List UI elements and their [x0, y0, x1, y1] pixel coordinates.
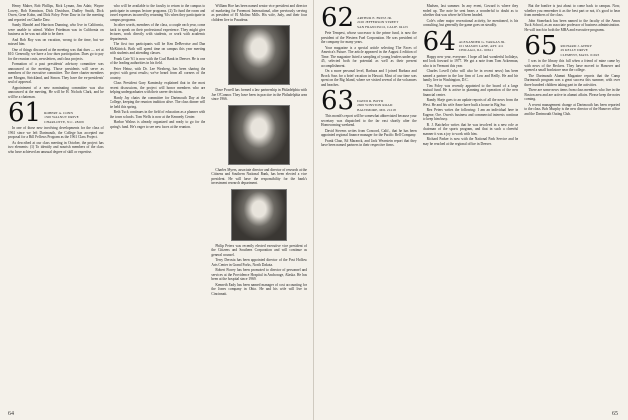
left-column-2 [110, 4, 206, 408]
paragraph: Madsen, last summer. In any event, Coward is where they ended up. The note he sent bears a wonderful to doubt as to whether that was where he'd been headed. [422, 4, 519, 17]
paragraph: Richard Parker is now with the National Park Service and he may be reached at the regional office in Denver. [422, 137, 519, 146]
address-line: 2600 WINSTON ROAD [357, 103, 393, 108]
paragraph: In one of those new involving developments for the class of 1961 since we left Dartmouth, the College has accepted our proposal for a Bill Fellows Program as the 1961 Class Project. [8, 126, 104, 139]
address-line: CHICAGO, ILL. 60611 [458, 48, 494, 53]
paragraph: Charles Lovell (who will also be in recent news) has been named a partner in the law firm of Low and Reilly. He and his family live in Washington, D.C. [422, 69, 519, 82]
paragraph: Randy Skeje goes to an update reports of all the news from the West. He and his wife Anne have built a house in Big Sur. [422, 98, 519, 107]
paragraph: Dave Powell has formed a law partnership in Philadelphia with Joe O'Connor. They have been in practice in the Philadelphia area since 1966. [211, 88, 308, 101]
right-column-1 [321, 4, 417, 408]
paragraph: Your magazine is a special article selecting The Faces of America's Future. The article appeared in the August 4 edition of Time. The magazine listed a sampling of young leaders under age 45, selected both for potential as well as their present accomplishment. [321, 45, 417, 68]
paragraph: Kenneth Eady has been named manager of cost accounting for the Jones company in Ohio. He and his wife will live in Cincinnati. [211, 282, 308, 296]
portrait-photo [231, 189, 287, 241]
left-column-3 [211, 4, 307, 408]
class-secretary-address [357, 99, 396, 112]
paragraph: Cole's other major recreational activity, he mentioned, is his consulting, but generally the game goes on steadily. [422, 18, 519, 27]
paragraph: who will be available to the faculty to return to the campus to participate in campus lecture programs. (2) To fund the room and travel expenses incurred by returning '61s when they participate in campus programs. [109, 4, 206, 22]
class-year: 64 [422, 26, 456, 57]
paragraph: John Stoneback has been named to the faculty of the Amos Tuck School, as an associate professor of business administration. He will teach in both the MBA and executive programs. [524, 18, 621, 32]
right-column-3 [524, 4, 620, 408]
paragraph: B. J. Batchelor writes that he was involved in a new role as chairman of the sports program, and that in such a cheerful manner it was a joy to work with him. [422, 122, 519, 136]
address-line: BALTIMORE, MD. 21218 [357, 107, 396, 112]
paragraph: Frank Cate '61 is now with the Coal Bank in Denver. He is one of the leading authorities in his field. [109, 56, 206, 65]
class-year: 61 [8, 98, 42, 128]
left-page-columns [8, 4, 307, 408]
paragraph: The Dartmouth Alumni Magazine reports that the Camp Dartmouth program was a great success this summer, with over three hundred children taking part in the activities. [524, 73, 621, 87]
right-page [313, 0, 628, 420]
class-entry-62 [321, 4, 417, 33]
paragraph: Philip Peters was recently elected executive vice president of the Citizens and Southern Corporation and will continue as general counsel. [211, 243, 308, 257]
paragraph: Peter Heinz, with Dr. Lee Wexberg, has been sharing the project with great results; we've heard from all corners of the country. [109, 66, 206, 80]
class-secretary-address [459, 40, 506, 53]
address-line: ARTHUR E. FRITZ JR. [357, 16, 393, 21]
portrait-photo [228, 25, 290, 85]
right-column-2 [423, 4, 519, 408]
left-column-1 [8, 4, 104, 408]
paragraph: I was in the library this fall when a friend of mine came by with news of the Beckers. They have moved to Hanover and opened a small bookstore near the college. [524, 59, 621, 72]
class-entry-61 [8, 98, 104, 128]
paragraph: Hardy Jay chairs the committee for Dartmouth Day at the College, keeping the reunion tradition alive. The class dinner will be held this spring. [109, 95, 206, 109]
paragraph: The first two participants will be Ken DeBevoise and Dan McKittrick. Both will spend time on campus this year meeting with students and attending classes. [109, 42, 206, 55]
paragraph: Frank Chao, Ed Maranck, and Jack Wearstein report that they have been named partners in their respective firms. [321, 138, 417, 147]
address-line: RICHARD J. AVERY [560, 44, 593, 49]
class-entry-65 [524, 31, 620, 61]
address-line: 29 KELLY DRIVE [560, 48, 588, 53]
paragraph: Beth Tuck continues in the field of education as a planner with the town schools. Tom Wells is now at the Kennedy Center. [109, 110, 206, 119]
paragraph: William Hoe has been named senior vice president and director of marketing for Foremost International, after previously serving as president of El Molino Mills. His wife, Judy, and their four children live in Pasadena. [211, 4, 308, 22]
paragraph: Formation of a past presidents' advisory committee was announced at the meeting. Those presidents will serve as members of the executive committee. The three charter members are Morgan, Strickland, and Simon. They have the ex-presidents' seal of approval. [8, 62, 104, 84]
address-line: CHARLOTTE, N.C. 28209 [44, 119, 84, 124]
paragraph: Robert Fiorey has been promoted to director of personnel and services at the Providence Hospital in Anchorage, Alaska. He has been at the hospital since 1969. [211, 268, 308, 281]
address-line: DAVID R. BOYD [357, 99, 384, 104]
paragraph: There are some news items from class members who live in the Boston area and are active in alumni affairs. Please keep the notes coming. [524, 88, 621, 101]
paragraph: But the bonfire is just about to come back to campus. Now, whether you remember it as the best part or not, it's good to hear from members of the class. [524, 4, 621, 17]
paragraph: Rex Peters writes the following: I am an individual here in Eugene, Ore. Owen's business and commercial interests continue to keep him busy. [422, 108, 519, 121]
right-page-columns [321, 4, 620, 408]
address-line: CLEMENT, MASS. 01923 [560, 52, 600, 57]
paragraph: Henry Maher, Bob Phillips, Rick Lyman, Jim Adair, Wayne Lowey, Bob Kennison, Dick Davidson, Dudley Smith, Dick Owen, Gene Kohn, and Dick Foley. Peter Daw in for the meeting and reported on Charlie Daw. [8, 4, 104, 22]
paragraph: As described at our class meeting in October, the project has two elements: (1) To identify and nourish members of the class who have achieved an unusual degree of skill or expertise. [8, 140, 104, 154]
paragraph: Harbor Walrus is already organized and ready to go for the spring's fund. He's eager to see new faces at the reunion. [109, 120, 206, 129]
paragraph: Charles Myers, associate director and director of research at the Citizens and Southern National Bank, has been elected a vice president. He will have the responsibility for the bank's investment research department. [211, 167, 308, 185]
paragraph: Sandy Mandel and Harrison Dunning, who live in California, were unable to attend. Walter Friedman was in California on business as he was not able to be there. [8, 23, 104, 36]
paragraph: Happy new year, everyone. I hope all had wonderful holidays, and look forward to 1977. We got a note from Tom Ackerman, who is in Vermont this year. [422, 54, 519, 68]
class-secretary-address [357, 16, 408, 29]
page-number: 64 [8, 411, 14, 417]
address-line: ALEXANDER G. VARGAS JR. [458, 39, 506, 44]
portrait-photo [228, 105, 290, 165]
paragraph: In other words, members of the class, a couple each year, come back to speak on their professional experience. They might give lectures, work directly with students, or work with academic departments. [109, 23, 206, 41]
class-year: 63 [321, 86, 355, 116]
paragraph: Class President Gary Kaminsky explained that in the most recent discussions, the project will honor members who are helping undergraduates with their career decisions. [109, 81, 206, 94]
left-page [0, 0, 313, 420]
class-entry-64 [422, 26, 519, 57]
address-line: ROBERT A. CONN [44, 111, 74, 116]
paragraph: Appointment of a new nominating committee was also announced at the meeting. He will be H. Nichols Clark, and he will be a chairman. [8, 85, 104, 99]
address-line: 1500 WALNUT DRIVE [44, 115, 79, 120]
paragraph: One of things discussed at the meeting was that dues — set at $10. Generally, we have a low dues participation. Dues go to pay for the reunion costs, newsletters, and class projects. [8, 47, 104, 61]
page-number: 65 [612, 411, 618, 417]
class-year: 62 [321, 4, 355, 33]
address-line: SAN FRANCISCO, CALIF. 94123 [357, 24, 408, 29]
class-secretary-address [560, 44, 599, 57]
address-line: 101 MASON LANE, APT. 411 [458, 43, 504, 48]
paragraph: Terry Derosia has been appointed director of the Post Hollow Arts Center in Grand Forks, North Dakota. [211, 258, 308, 267]
class-entry-63 [321, 86, 417, 116]
paragraph: This month's report will be somewhat abbreviated because your secretary was dispatched to the far east shortly after the Homecoming weekend. [321, 114, 417, 127]
paragraph: Pete Tempest, whose successor is the prime fund, is now the president of the Western Fuel Corporation. He was president of the company for many years. [321, 31, 417, 44]
address-line: 2100 JEFFERSON STREET [357, 20, 399, 25]
paragraph: On a more personal level, Barbara and I joined Barbara and Brock Sass for a brief vacation in Hawaii. Most of our time was spent on the Big Island, where we visited several of the volcanoes and beaches. [321, 69, 417, 87]
paragraph: And Bob Roy was on vacation, wrong to the time, but we missed him. [8, 37, 104, 46]
class-secretary-address [44, 111, 84, 124]
paragraph: David Stevens writes from Concord, Calif., that he has been appointed regional finance manager for the Pacific Bell Company. [321, 128, 417, 137]
paragraph: A recent management change at Dartmouth has been reported to the class. Bob Murphy is the new director of the Hanover office and the Dartmouth Outing Club. [524, 102, 621, 116]
paragraph: Tim Foley was recently appointed to the board of a large mutual fund. He is active in planning and operation of the new financial center. [422, 83, 519, 97]
class-year: 65 [524, 31, 558, 61]
